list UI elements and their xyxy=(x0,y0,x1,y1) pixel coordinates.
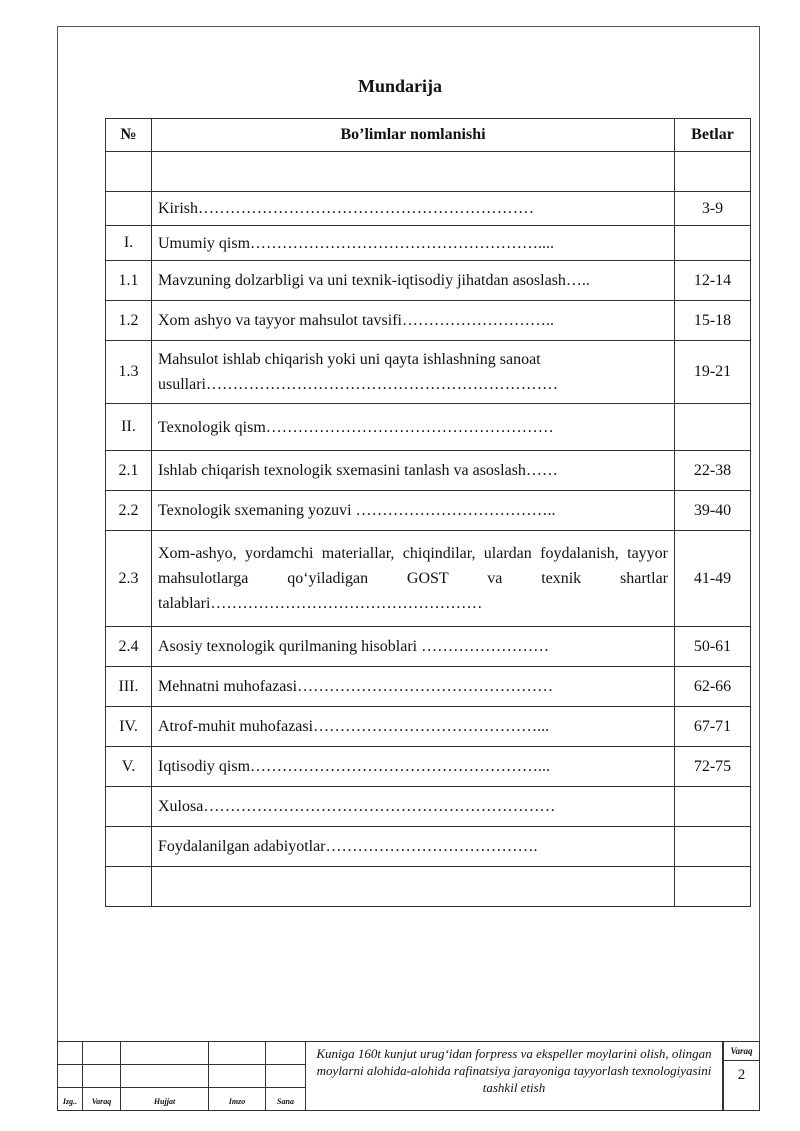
row-pages: 39-40 xyxy=(675,491,751,531)
table-row xyxy=(106,341,751,404)
table-row xyxy=(106,451,751,491)
row-pages xyxy=(675,867,751,907)
table-row xyxy=(106,531,751,627)
revision-grid xyxy=(57,1041,305,1111)
row-pages: 22-38 xyxy=(675,451,751,491)
table-row xyxy=(106,747,751,787)
row-number: V. xyxy=(106,747,152,787)
label-signature: Imzo xyxy=(228,1097,246,1106)
grid-cell xyxy=(208,1064,266,1088)
sheet-label: Varaq xyxy=(724,1042,759,1061)
row-number xyxy=(106,827,152,867)
grid-cell xyxy=(57,1041,83,1065)
row-number: 2.1 xyxy=(106,451,152,491)
row-number: 1.2 xyxy=(106,301,152,341)
row-pages: 3-9 xyxy=(675,192,751,226)
row-pages: 67-71 xyxy=(675,707,751,747)
row-title: Texnologik qism……………………………………………… xyxy=(152,404,675,451)
row-title xyxy=(152,152,675,192)
table-row xyxy=(106,667,751,707)
row-number: 1.3 xyxy=(106,341,152,404)
grid-cell xyxy=(120,1064,209,1088)
header-pages: Betlar xyxy=(675,119,751,152)
header-section-title: Bo’limlar nomlanishi xyxy=(152,119,675,152)
row-title: Ishlab chiqarish texnologik sxemasini tanlash va asoslash…… xyxy=(152,451,675,491)
row-number xyxy=(106,152,152,192)
row-title: Foydalanilgan adabiyotlar…………………………………. xyxy=(152,827,675,867)
sheet-box xyxy=(723,1041,760,1111)
row-title: Xom-ashyo, yordamchi materiallar, chiqindilar, ulardan foydalanish, tayyor mahsulotlarga qo‘yiladigan GOST va texnik shartlar talablari…………………………………………… xyxy=(152,531,675,627)
grid-cell xyxy=(82,1064,121,1088)
sheet-number: 2 xyxy=(737,1067,746,1083)
table-row xyxy=(106,627,751,667)
row-number: 2.4 xyxy=(106,627,152,667)
row-pages: 50-61 xyxy=(675,627,751,667)
row-number xyxy=(106,192,152,226)
label-date: Sana xyxy=(277,1097,294,1106)
table-row xyxy=(106,491,751,531)
table-row xyxy=(106,707,751,747)
title-block xyxy=(57,1041,760,1111)
row-title: Texnologik sxemaning yozuvi ……………………………….. xyxy=(152,491,675,531)
row-title: Xulosa………………………………………………………… xyxy=(152,787,675,827)
project-description: Kuniga 160t kunjut urug‘idan forpress va ekspeller moylarini olish, olingan moylarni alohida-alohida rafinatsiya jarayoniga tayyorlash texnologiyasini tashkil etish xyxy=(305,1041,723,1111)
table-header-row xyxy=(106,119,751,152)
row-title: Mavzuning dolzarbligi va uni texnik-iqtisodiy jihatdan asoslash….. xyxy=(152,261,675,301)
row-title xyxy=(152,867,675,907)
row-title: Umumiy qism……………………………………………….... xyxy=(152,226,675,261)
table-row xyxy=(106,192,751,226)
grid-cell xyxy=(208,1041,266,1065)
row-title: Atrof-muhit muhofazasi……………………………………... xyxy=(152,707,675,747)
table-row xyxy=(106,226,751,261)
table-row xyxy=(106,404,751,451)
header-number: № xyxy=(106,119,152,152)
row-number: 1.1 xyxy=(106,261,152,301)
row-number: 2.3 xyxy=(106,531,152,627)
row-number xyxy=(106,867,152,907)
grid-cell xyxy=(265,1064,306,1088)
row-pages: 19-21 xyxy=(675,341,751,404)
grid-cell xyxy=(57,1064,83,1088)
page-title: Mundarija xyxy=(357,76,442,96)
table-row xyxy=(106,787,751,827)
row-number: I. xyxy=(106,226,152,261)
row-pages xyxy=(675,152,751,192)
row-number: II. xyxy=(106,404,152,451)
row-pages xyxy=(675,404,751,451)
grid-cell xyxy=(265,1041,306,1065)
row-pages: 41-49 xyxy=(675,531,751,627)
row-number: IV. xyxy=(106,707,152,747)
row-number: III. xyxy=(106,667,152,707)
grid-cell xyxy=(82,1041,121,1065)
row-pages: 12-14 xyxy=(675,261,751,301)
row-number: 2.2 xyxy=(106,491,152,531)
row-pages: 72-75 xyxy=(675,747,751,787)
table-row xyxy=(106,827,751,867)
row-pages xyxy=(675,226,751,261)
row-title: Kirish……………………………………………………… xyxy=(152,192,675,226)
row-title: Xom ashyo va tayyor mahsulot tavsifi……………………….. xyxy=(152,301,675,341)
row-pages: 15-18 xyxy=(675,301,751,341)
label-izm: Izg.. xyxy=(62,1097,78,1106)
table-row xyxy=(106,301,751,341)
grid-cell xyxy=(120,1041,209,1065)
table-row xyxy=(106,152,751,192)
row-pages xyxy=(675,787,751,827)
contents-table xyxy=(105,118,751,907)
row-number xyxy=(106,787,152,827)
row-title: Asosiy texnologik qurilmaning hisoblari …………………… xyxy=(152,627,675,667)
table-row xyxy=(106,261,751,301)
label-list: Varaq xyxy=(91,1097,112,1106)
row-pages: 62-66 xyxy=(675,667,751,707)
row-title: Iqtisodiy qism………………………………………………... xyxy=(152,747,675,787)
row-pages xyxy=(675,827,751,867)
row-title: Mahsulot ishlab chiqarish yoki uni qayta ishlashning sanoat usullari………………………………………………………… xyxy=(152,341,675,404)
table-row xyxy=(106,867,751,907)
row-title: Mehnatni muhofazasi………………………………………… xyxy=(152,667,675,707)
label-document: Hujjat xyxy=(153,1097,176,1106)
